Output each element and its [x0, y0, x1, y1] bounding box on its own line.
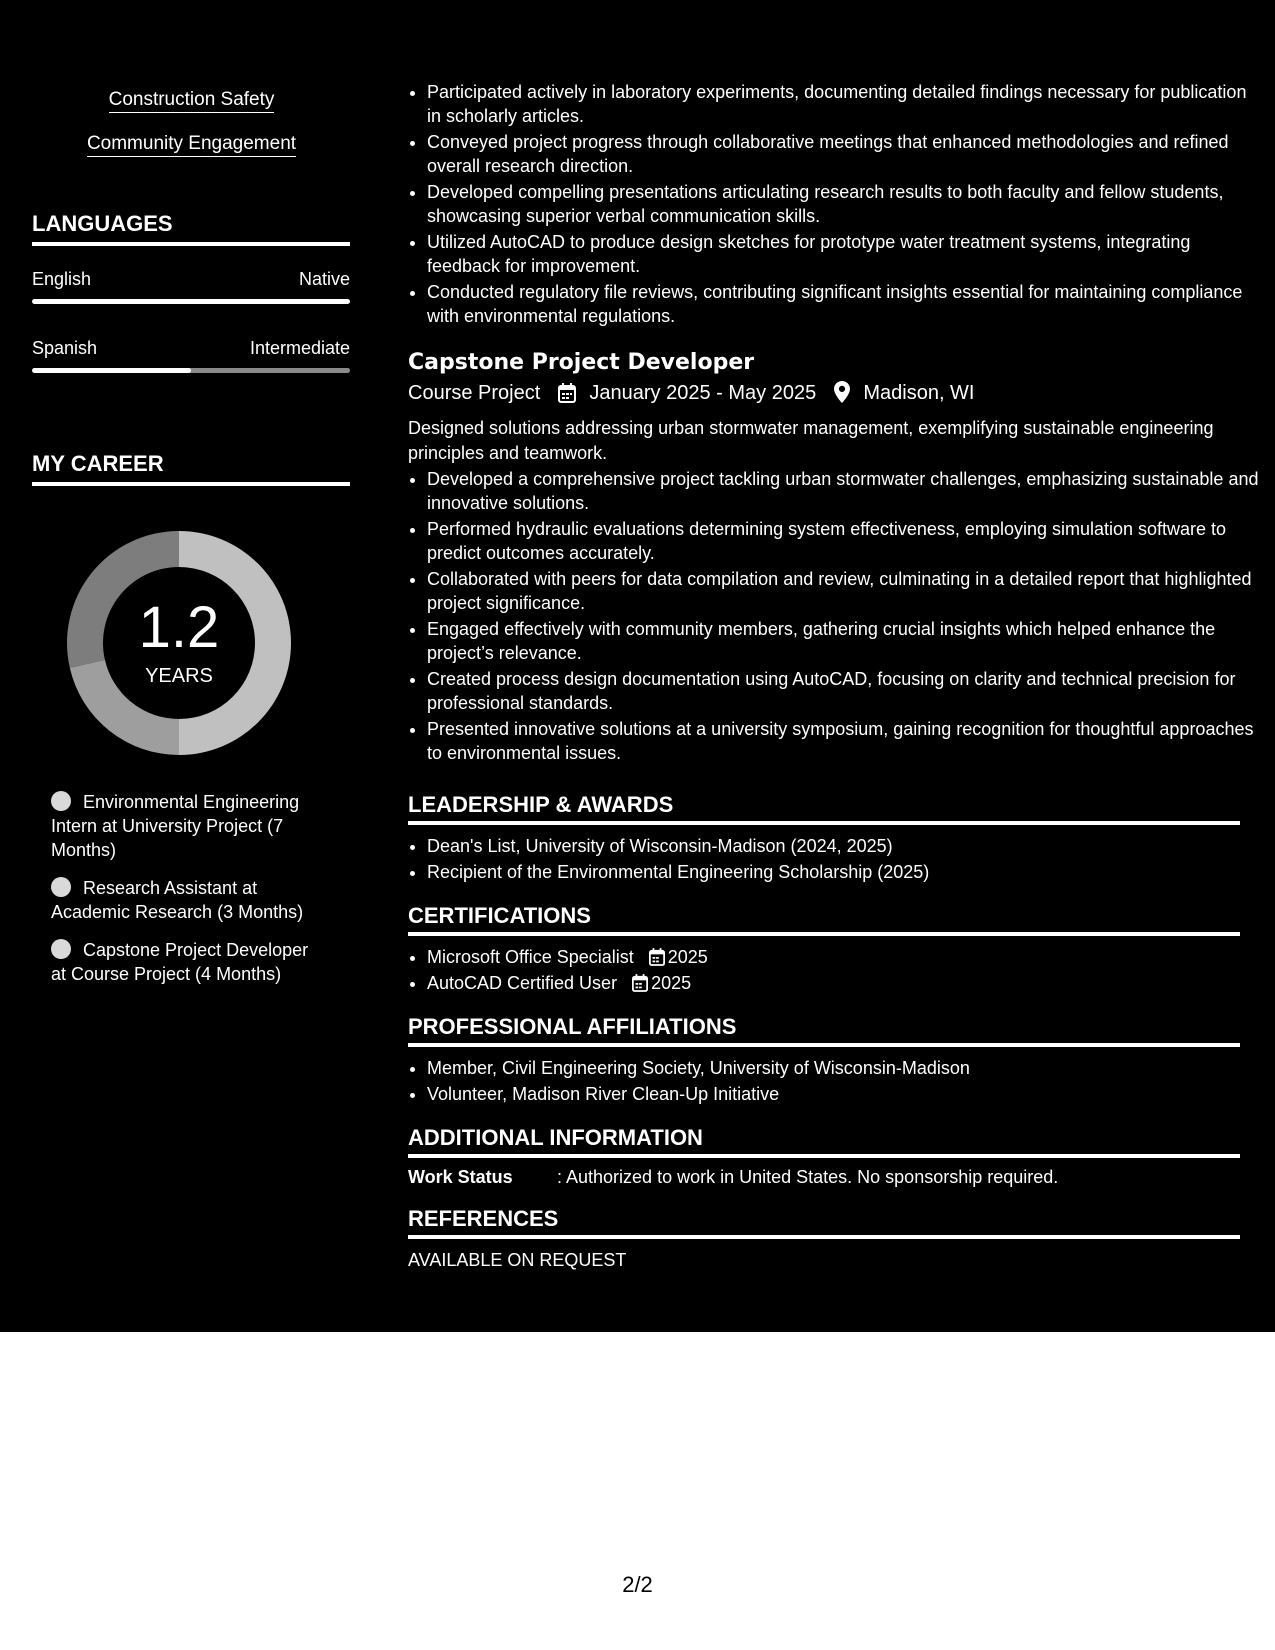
skill-link-community-engagement[interactable]: Community Engagement — [0, 132, 383, 156]
list-item: • Recipient of the Environmental Engineering Scholarship (2025) — [427, 860, 1259, 884]
language-bar-fill — [32, 299, 350, 304]
language-name: Spanish — [32, 338, 98, 358]
certifications-list — [408, 945, 1259, 997]
language-level: Intermediate — [249, 338, 350, 358]
career-item: Research Assistant at Academic Research (3 Months) — [51, 878, 304, 922]
career-years-unit: YEARS — [145, 665, 213, 687]
list-item: • Developed compelling presentations articulating research results to both faculty and fellow students, showcasing superior verbal communication skills. — [427, 180, 1259, 228]
capstone-bullet-list — [408, 467, 1259, 767]
job-meta — [408, 380, 975, 406]
language-bar-spanish — [32, 368, 350, 373]
references-heading: REFERENCES — [408, 1205, 1240, 1239]
list-item: • Presented innovative solutions at a university symposium, gaining recognition for thoughtful approaches to environmental issues. — [427, 717, 1259, 765]
skill-link-construction-safety[interactable]: Construction Safety — [0, 88, 383, 112]
career-item: Environmental Engineering Intern at University Project (7 Months) — [51, 792, 300, 860]
work-status-value: : Authorized to work in United States. No sponsorship required. — [557, 1167, 1059, 1187]
career-years-value: 1.2 — [138, 595, 220, 660]
career-heading: MY CAREER — [32, 450, 350, 486]
list-item: • Member, Civil Engineering Society, University of Wisconsin-Madison — [427, 1056, 1259, 1080]
leadership-list — [408, 834, 1259, 886]
list-item: • Volunteer, Madison River Clean-Up Initiative — [427, 1082, 1259, 1106]
job-dates: January 2025 - May 2025 — [589, 382, 817, 404]
calendar-icon — [558, 383, 576, 403]
list-item: • Engaged effectively with community members, gathering crucial insights which helped enhance the project’s relevance. — [427, 617, 1259, 665]
list-item: • Participated actively in laboratory experiments, documenting detailed findings necessary for publication in scholarly articles. — [427, 80, 1259, 128]
job-description: Designed solutions addressing urban stormwater management, exemplifying sustainable engineering principles and teamwork. — [408, 418, 1214, 463]
list-item: • Collaborated with peers for data compilation and review, culminating in a detailed report that highlighted project significance. — [427, 567, 1259, 615]
additional-info-heading: ADDITIONAL INFORMATION — [408, 1124, 1240, 1158]
affiliations-heading: PROFESSIONAL AFFILIATIONS — [408, 1013, 1240, 1047]
language-level: Native — [298, 269, 350, 289]
calendar-icon — [649, 948, 665, 966]
affiliations-list — [408, 1056, 1259, 1108]
bullet-dot-icon — [51, 791, 71, 811]
list-item: • AutoCAD Certified User 2025 — [427, 971, 1259, 995]
bullet-dot-icon — [51, 877, 71, 897]
list-item: • Created process design documentation using AutoCAD, focusing on clarity and technical precision for professional standards. — [427, 667, 1259, 715]
job-title: Capstone Project Developer — [408, 350, 755, 375]
list-item: • Performed hydraulic evaluations determining system effectiveness, employing simulation software to predict outcomes accurately. — [427, 517, 1259, 565]
job-location: Madison, WI — [863, 382, 975, 404]
list-item: • Conveyed project progress through collaborative meetings that enhanced methodologies and refined overall research direction. — [427, 130, 1259, 178]
language-bar-fill — [32, 368, 191, 373]
calendar-icon — [632, 974, 648, 992]
languages-heading: LANGUAGES — [32, 210, 350, 246]
page-number: 2/2 — [622, 1572, 653, 1597]
job-organization: Course Project — [408, 382, 541, 404]
list-item: • Conducted regulatory file reviews, contributing significant insights essential for maintaining compliance with environmental regulations. — [427, 280, 1259, 328]
language-name: English — [32, 269, 92, 289]
language-row-spanish — [32, 337, 350, 359]
list-item: • Microsoft Office Specialist 2025 — [427, 945, 1259, 969]
list-item: • Utilized AutoCAD to produce design sketches for prototype water treatment systems, integrating feedback for improvement. — [427, 230, 1259, 278]
language-bar-english — [32, 299, 350, 304]
list-item: • Dean's List, University of Wisconsin-Madison (2024, 2025) — [427, 834, 1259, 858]
bullet-dot-icon — [51, 939, 71, 959]
sidebar — [0, 0, 383, 1332]
work-status-row — [408, 1165, 1058, 1189]
references-text: AVAILABLE ON REQUEST — [408, 1250, 627, 1270]
list-item: • Developed a comprehensive project tackling urban stormwater challenges, emphasizing sustainable and innovative solutions. — [427, 467, 1259, 515]
certifications-heading: CERTIFICATIONS — [408, 902, 1240, 936]
leadership-heading: LEADERSHIP & AWARDS — [408, 791, 1240, 825]
work-status-label: Work Status — [408, 1167, 513, 1187]
career-item: Capstone Project Developer at Course Project (4 Months) — [51, 940, 309, 984]
language-row-english — [32, 268, 350, 290]
research-bullet-list — [408, 80, 1259, 330]
location-pin-icon — [834, 381, 850, 403]
